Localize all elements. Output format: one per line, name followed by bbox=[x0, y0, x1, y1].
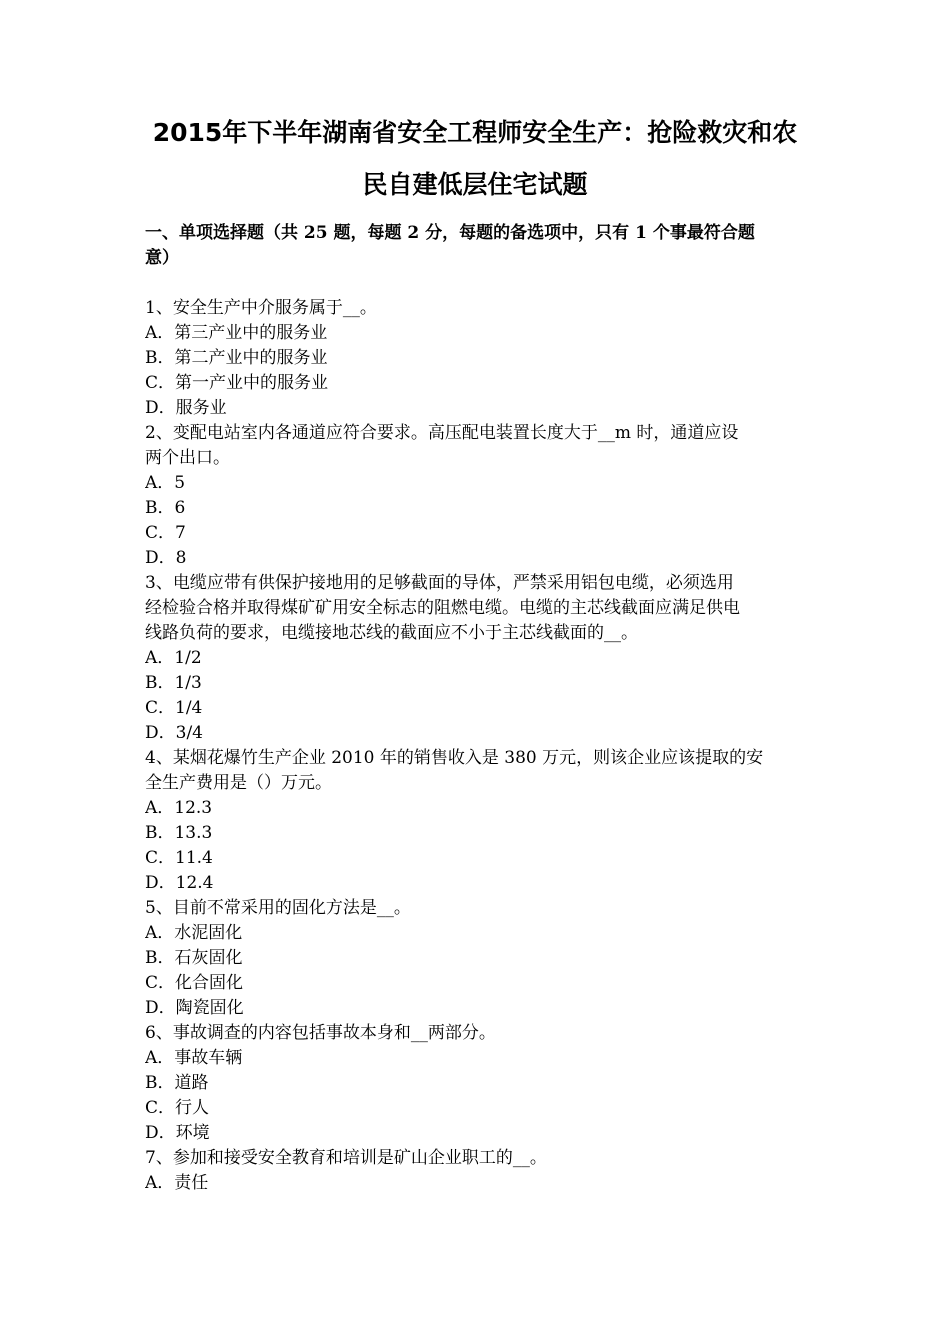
answer-option: B．13.3 bbox=[145, 823, 213, 843]
question-text-line: 7、参加和接受安全教育和培训是矿山企业职工的__。 bbox=[145, 1148, 547, 1168]
question-text-line: 3、电缆应带有供保护接地用的足够截面的导体，严禁采用铝包电缆，必须选用 bbox=[145, 573, 734, 593]
question-list bbox=[145, 296, 810, 1196]
section-heading-line-1: 一、单项选择题（共 25 题，每题 2 分，每题的备选项中，只有 1 个事最符合题 bbox=[145, 223, 755, 243]
answer-option: C．第一产业中的服务业 bbox=[145, 373, 329, 393]
question-text-line: 经检验合格并取得煤矿矿用安全标志的阻燃电缆。电缆的主芯线截面应满足供电 bbox=[145, 598, 740, 618]
answer-option: C．行人 bbox=[145, 1098, 210, 1118]
answer-option: B．1/3 bbox=[145, 673, 202, 693]
answer-option: B．道路 bbox=[145, 1073, 209, 1093]
question-text-line: 2、变配电站室内各通道应符合要求。高压配电装置长度大于__m 时，通道应设 bbox=[145, 423, 739, 443]
answer-option: B．6 bbox=[145, 498, 186, 518]
question-text-line: 全生产费用是（）万元。 bbox=[145, 773, 332, 793]
answer-option: A．事故车辆 bbox=[145, 1048, 243, 1068]
answer-option: C．化合固化 bbox=[145, 973, 244, 993]
answer-option: C．11.4 bbox=[145, 848, 213, 868]
answer-option: D．3/4 bbox=[145, 723, 203, 743]
question-text-line: 1、安全生产中介服务属于__。 bbox=[145, 298, 377, 318]
question-text-line: 线路负荷的要求，电缆接地芯线的截面应不小于主芯线截面的__。 bbox=[145, 623, 638, 643]
answer-option: C．1/4 bbox=[145, 698, 203, 718]
answer-option: A．责任 bbox=[145, 1173, 209, 1193]
answer-option: D．陶瓷固化 bbox=[145, 998, 244, 1018]
answer-option: A．1/2 bbox=[145, 648, 202, 668]
question-text-line: 5、目前不常采用的固化方法是__。 bbox=[145, 898, 411, 918]
answer-option: A．水泥固化 bbox=[145, 923, 243, 943]
answer-option: B．石灰固化 bbox=[145, 948, 243, 968]
question-text-line: 6、事故调查的内容包括事故本身和__两部分。 bbox=[145, 1023, 496, 1043]
answer-option: D．8 bbox=[145, 548, 187, 568]
question-text-line: 4、某烟花爆竹生产企业 2010 年的销售收入是 380 万元，则该企业应该提取的安 bbox=[145, 748, 764, 768]
section-heading-line-2: 意） bbox=[145, 248, 179, 268]
answer-option: D．12.4 bbox=[145, 873, 214, 893]
section-heading bbox=[145, 221, 810, 271]
answer-option: A．12.3 bbox=[145, 798, 213, 818]
answer-option: B．第二产业中的服务业 bbox=[145, 348, 328, 368]
document-title-line-1: 2015年下半年湖南省安全工程师安全生产：抢险救灾和农 bbox=[152, 118, 798, 147]
answer-option: C．7 bbox=[145, 523, 186, 543]
answer-option: D．服务业 bbox=[145, 398, 227, 418]
question-text-line: 两个出口。 bbox=[145, 448, 230, 468]
document-title-line-2: 民自建低层住宅试题 bbox=[362, 170, 588, 199]
answer-option: A．5 bbox=[145, 473, 186, 493]
answer-option: A．第三产业中的服务业 bbox=[145, 323, 328, 343]
answer-option: D．环境 bbox=[145, 1123, 210, 1143]
